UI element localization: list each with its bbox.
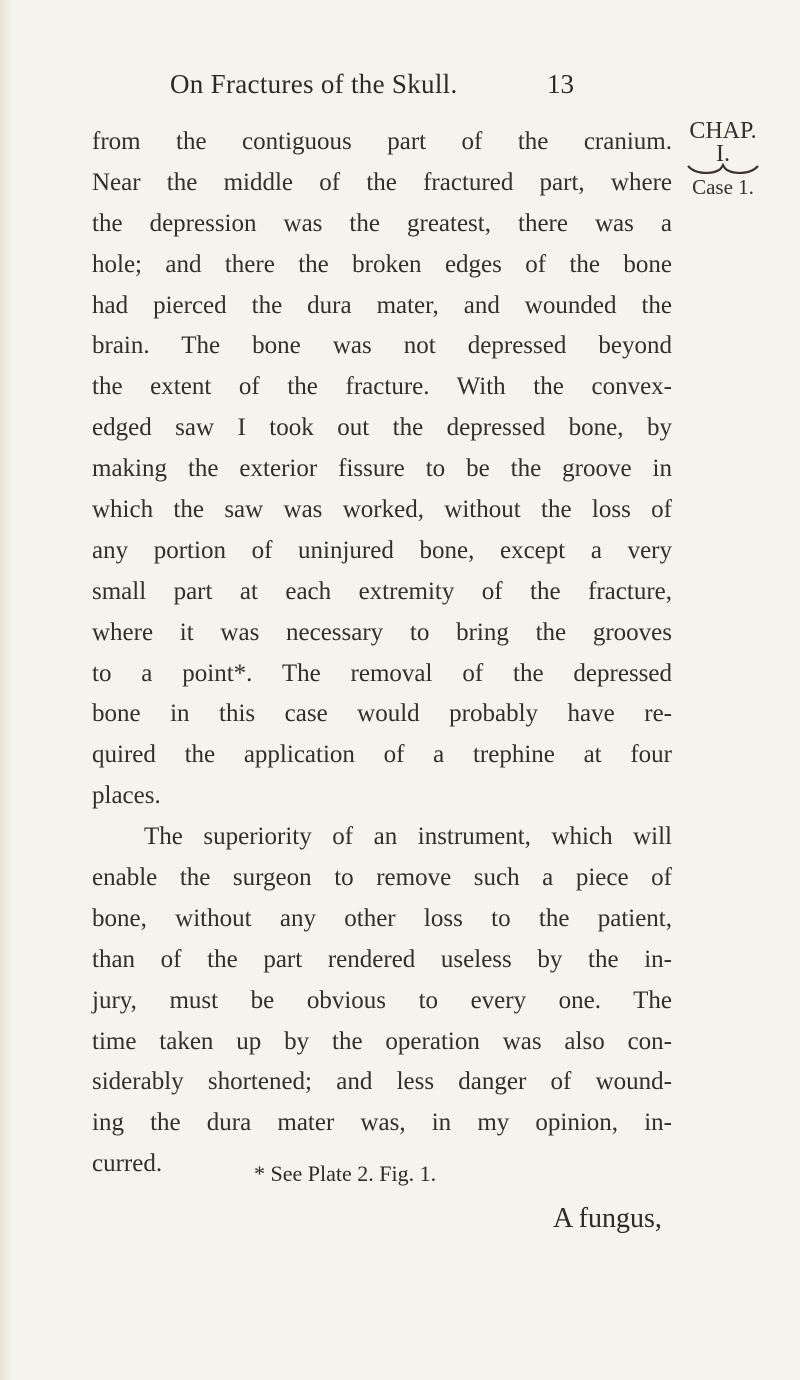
chapter-label: CHAP. (689, 118, 757, 144)
text-line: making the exterior fissure to be the groove in (92, 455, 672, 483)
page-gutter-edge (0, 0, 12, 1380)
text-line: bone, without any other loss to the patient, (92, 904, 672, 932)
text-line: any portion of uninjured bone, except a very (92, 536, 672, 564)
case-label: Case 1. (692, 175, 754, 199)
text-line: The superiority of an instrument, which will (144, 823, 672, 851)
text-line: from the contiguous part of the cranium. (92, 128, 672, 155)
text-line: places. (92, 782, 161, 810)
text-line: small part at each extremity of the fracture, (92, 577, 672, 605)
margin-note (675, 118, 771, 197)
body-text (92, 122, 672, 1185)
text-line: Near the middle of the fractured part, where (92, 168, 672, 196)
catchword: A fungus, (553, 1203, 662, 1234)
text-line: quired the application of a trephine at four (92, 741, 672, 769)
text-line: hole; and there the broken edges of the bone (92, 250, 672, 278)
text-line: brain. The bone was not depressed beyond (92, 332, 672, 360)
text-line: than of the part rendered useless by the in- (92, 945, 672, 973)
text-line: which the saw was worked, without the loss of (92, 496, 672, 524)
text-line: where it was necessary to bring the grooves (92, 618, 672, 646)
footnote: * See Plate 2. Fig. 1. (254, 1161, 437, 1186)
text-line: curred. (92, 1150, 163, 1178)
text-line: enable the surgeon to remove such a piece of (92, 864, 672, 892)
text-line: ing the dura mater was, in my opinion, in- (92, 1109, 672, 1137)
page-number: 13 (547, 69, 574, 99)
chapter-number: I. (716, 141, 730, 167)
text-line: the extent of the fracture. With the convex- (92, 373, 672, 401)
text-line: bone in this case would probably have re- (92, 700, 672, 728)
text-line: the depression was the greatest, there was a (92, 209, 672, 237)
text-line: edged saw I took out the depressed bone, by (92, 414, 672, 442)
text-line: siderably shortened; and less danger of wound- (92, 1068, 672, 1096)
text-line: had pierced the dura mater, and wounded the (92, 291, 672, 319)
running-header (170, 68, 574, 102)
text-line: time taken up by the operation was also con- (92, 1027, 672, 1055)
running-title: On Fractures of the Skull. (170, 69, 458, 99)
text-line: jury, must be obvious to every one. The (92, 986, 672, 1014)
text-line: to a point*. The removal of the depressed (92, 659, 672, 687)
